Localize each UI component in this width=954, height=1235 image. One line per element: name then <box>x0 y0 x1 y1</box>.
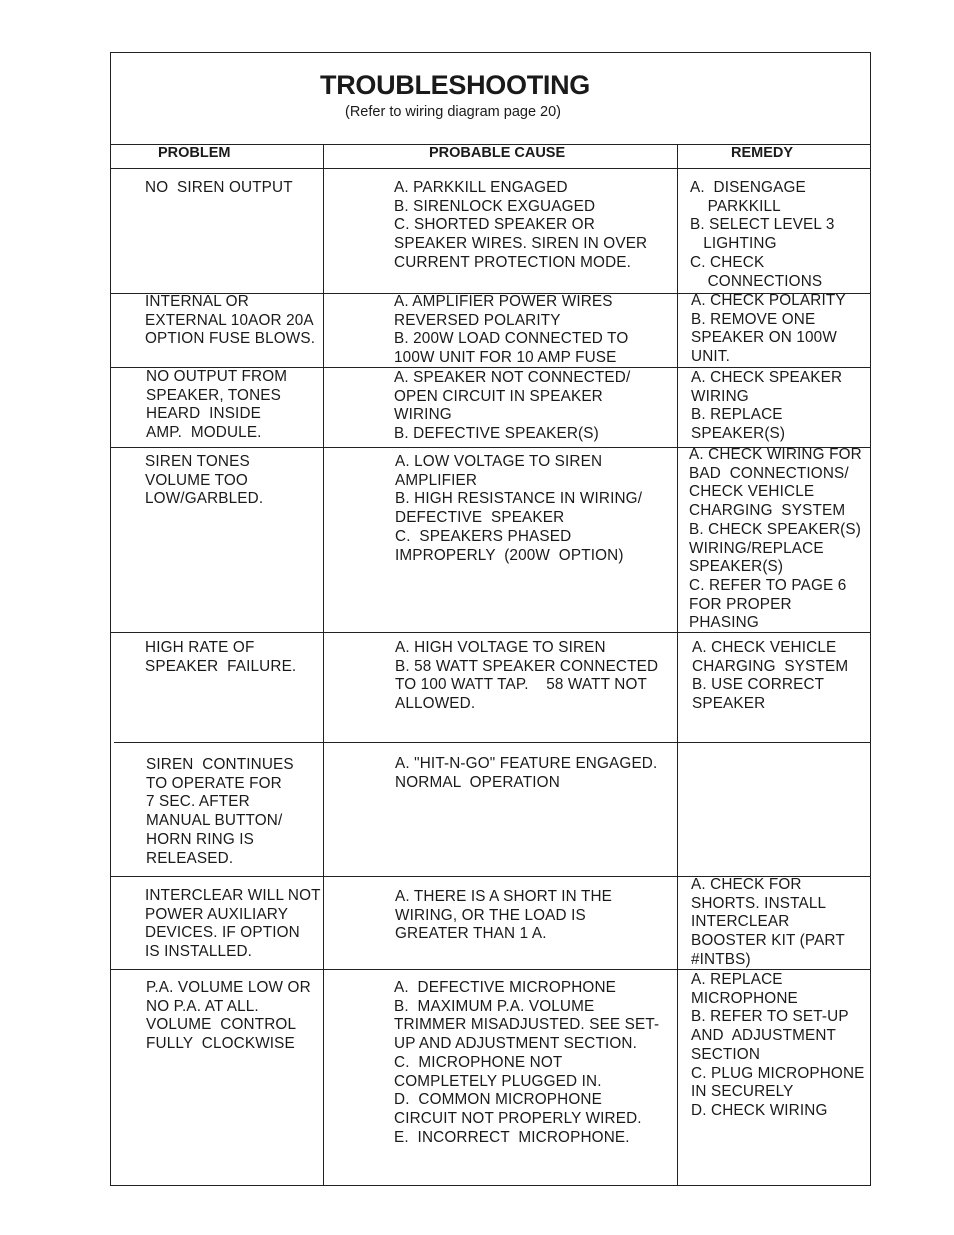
row-4-problem-line: SIREN TONES <box>145 453 250 470</box>
row-4-remedy-line: PHASING <box>689 614 759 632</box>
row-divider-5 <box>114 742 871 743</box>
row-4-cause-line: C. SPEAKERS PHASED <box>395 527 572 545</box>
row-8-cause-line: C. MICROPHONE NOT <box>394 1053 563 1071</box>
row-5-problem <box>145 639 296 676</box>
row-5-cause <box>395 639 658 714</box>
row-7-remedy <box>691 876 845 970</box>
row-2-problem-line: OPTION FUSE BLOWS. <box>145 330 316 348</box>
row-6-problem-line: 7 SEC. AFTER <box>146 793 250 811</box>
row-4-remedy-line: CHARGING SYSTEM <box>689 502 846 520</box>
row-8-cause-line: UP AND ADJUSTMENT SECTION. <box>394 1035 638 1053</box>
row-1-cause-line: A. PARKKILL ENGAGED <box>394 179 568 196</box>
row-2-remedy-line: A. CHECK POLARITY <box>691 292 846 309</box>
row-8-remedy-line: MICROPHONE <box>691 989 798 1007</box>
row-3-cause <box>394 369 630 444</box>
row-8-cause-line: TRIMMER MISADJUSTED. SEE SET- <box>394 1016 660 1034</box>
row-1-remedy <box>690 179 835 291</box>
row-5-cause-line: TO 100 WATT TAP. 58 WATT NOT <box>395 676 648 694</box>
row-8-remedy-line: B. REFER TO SET-UP <box>691 1008 849 1026</box>
row-4-cause-line: IMPROPERLY (200W OPTION) <box>395 546 624 564</box>
row-7-problem-line: DEVICES. IF OPTION <box>145 924 300 942</box>
row-3-cause-line: OPEN CIRCUIT IN SPEAKER <box>394 387 603 405</box>
row-2-cause-line: REVERSED POLARITY <box>394 311 561 329</box>
row-8-remedy-line: AND ADJUSTMENT <box>691 1027 837 1045</box>
row-3-remedy <box>691 369 842 444</box>
row-1-cause-line: C. SHORTED SPEAKER OR <box>394 216 595 234</box>
row-4-remedy-line: BAD CONNECTIONS/ <box>689 464 849 482</box>
header-problem: PROBLEM <box>158 145 231 161</box>
row-1-remedy-line: CONNECTIONS <box>690 272 823 290</box>
row-4-problem <box>145 453 263 509</box>
row-3-remedy-line: B. REPLACE <box>691 406 783 424</box>
row-8-cause-line: E. INCORRECT MICROPHONE. <box>394 1128 630 1146</box>
row-5-cause-line: A. HIGH VOLTAGE TO SIREN <box>395 639 606 656</box>
row-4-cause <box>395 453 642 565</box>
row-8-cause-line: A. DEFECTIVE MICROPHONE <box>394 979 617 996</box>
row-1-remedy-line: A. DISENGAGE <box>690 179 806 196</box>
row-1-remedy-line: LIGHTING <box>690 235 777 253</box>
row-6-cause <box>395 755 657 792</box>
row-1-remedy-line: PARKKILL <box>690 197 781 215</box>
row-2-remedy-line: B. REMOVE ONE <box>691 310 816 328</box>
header-probable-cause: PROBABLE CAUSE <box>429 145 566 161</box>
row-6-problem-line: SIREN CONTINUES <box>146 756 294 773</box>
row-8-remedy-line: SECTION <box>691 1045 761 1063</box>
row-7-remedy-line: A. CHECK FOR <box>691 876 802 893</box>
row-8-problem-line: FULLY CLOCKWISE <box>146 1035 295 1053</box>
row-7-problem-line: POWER AUXILIARY <box>145 905 289 923</box>
row-2-remedy <box>691 292 846 367</box>
row-4-problem-line: VOLUME TOO <box>145 471 248 489</box>
page-subtitle: (Refer to wiring diagram page 20) <box>345 104 561 120</box>
row-4-problem-line: LOW/GARBLED. <box>145 490 264 508</box>
row-2-problem-line: EXTERNAL 10AOR 20A <box>145 311 314 329</box>
row-2-cause-line: B. 200W LOAD CONNECTED TO <box>394 330 629 348</box>
row-3-problem-line: NO OUTPUT FROM <box>146 368 288 385</box>
row-7-problem <box>145 887 321 962</box>
row-8-remedy <box>691 971 865 1121</box>
row-7-remedy-line: SHORTS. INSTALL <box>691 894 827 912</box>
row-8-remedy-line: IN SECURELY <box>691 1083 794 1101</box>
row-1-remedy-line: B. SELECT LEVEL 3 <box>690 216 835 234</box>
row-4-remedy-line: SPEAKER(S) <box>689 558 784 576</box>
row-4-cause-line: B. HIGH RESISTANCE IN WIRING/ <box>395 490 643 508</box>
row-5-remedy-line: SPEAKER <box>692 695 766 713</box>
row-5-remedy-line: B. USE CORRECT <box>692 676 825 694</box>
row-4-remedy-line: CHECK VEHICLE <box>689 483 815 501</box>
row-5-cause-line: ALLOWED. <box>395 695 476 713</box>
row-1-problem-line: NO SIREN OUTPUT <box>145 179 293 196</box>
row-7-remedy-line: #INTBS) <box>691 950 751 968</box>
row-4-remedy <box>689 446 862 633</box>
row-8-remedy-line: C. PLUG MICROPHONE <box>691 1064 865 1082</box>
row-4-remedy-line: B. CHECK SPEAKER(S) <box>689 520 862 538</box>
row-7-cause-line: GREATER THAN 1 A. <box>395 925 547 943</box>
row-1-cause-line: SPEAKER WIRES. SIREN IN OVER <box>394 235 648 253</box>
row-8-problem-line: VOLUME CONTROL <box>146 1016 297 1034</box>
row-7-remedy-line: INTERCLEAR <box>691 913 790 931</box>
row-4-cause-line: DEFECTIVE SPEAKER <box>395 509 565 527</box>
row-8-cause-line: COMPLETELY PLUGGED IN. <box>394 1072 602 1090</box>
row-2-remedy-line: UNIT. <box>691 348 730 366</box>
row-5-remedy <box>692 639 848 714</box>
row-2-cause-line: 100W UNIT FOR 10 AMP FUSE <box>394 349 617 367</box>
row-5-cause-line: B. 58 WATT SPEAKER CONNECTED <box>395 657 659 675</box>
row-7-problem-line: INTERCLEAR WILL NOT <box>145 887 321 904</box>
row-8-remedy-line: D. CHECK WIRING <box>691 1101 828 1119</box>
row-6-problem-line: TO OPERATE FOR <box>146 774 282 792</box>
header-remedy: REMEDY <box>731 145 794 161</box>
row-3-problem <box>146 368 287 443</box>
row-7-problem-line: IS INSTALLED. <box>145 943 253 961</box>
row-5-problem-line: HIGH RATE OF <box>145 639 255 656</box>
row-7-cause-line: WIRING, OR THE LOAD IS <box>395 906 586 924</box>
row-3-cause-line: WIRING <box>394 406 452 424</box>
row-2-remedy-line: SPEAKER ON 100W <box>691 329 837 347</box>
row-5-remedy-line: CHARGING SYSTEM <box>692 657 849 675</box>
row-4-cause-line: A. LOW VOLTAGE TO SIREN <box>395 453 603 470</box>
row-4-cause-line: AMPLIFIER <box>395 471 478 489</box>
column-divider-2 <box>677 144 678 1186</box>
row-2-problem-line: INTERNAL OR <box>145 293 249 310</box>
row-8-problem <box>146 979 311 1054</box>
row-3-problem-line: HEARD INSIDE <box>146 405 261 423</box>
row-3-remedy-line: A. CHECK SPEAKER <box>691 369 843 386</box>
row-7-cause-line: A. THERE IS A SHORT IN THE <box>395 888 612 905</box>
row-4-remedy-line: A. CHECK WIRING FOR <box>689 446 862 463</box>
row-1-remedy-line: C. CHECK <box>690 253 765 271</box>
header-bottom-rule <box>110 168 871 169</box>
row-5-problem-line: SPEAKER FAILURE. <box>145 657 297 675</box>
row-8-cause-line: CIRCUIT NOT PROPERLY WIRED. <box>394 1109 642 1127</box>
row-6-problem-line: HORN RING IS <box>146 830 255 848</box>
column-divider-1 <box>323 144 324 1186</box>
row-3-remedy-line: SPEAKER(S) <box>691 425 786 443</box>
row-6-cause-line: A. "HIT-N-GO" FEATURE ENGAGED. <box>395 755 658 772</box>
row-1-cause-line: B. SIRENLOCK EXGUAGED <box>394 197 596 215</box>
row-8-problem-line: NO P.A. AT ALL. <box>146 997 259 1015</box>
row-8-cause-line: B. MAXIMUM P.A. VOLUME <box>394 997 595 1015</box>
row-4-remedy-line: C. REFER TO PAGE 6 <box>689 576 847 594</box>
row-5-remedy-line: A. CHECK VEHICLE <box>692 639 837 656</box>
row-6-problem-line: RELEASED. <box>146 849 234 867</box>
page-title: TROUBLESHOOTING <box>320 70 590 100</box>
row-2-cause <box>394 293 628 368</box>
row-7-cause <box>395 888 612 944</box>
row-6-problem <box>146 756 294 868</box>
row-8-cause <box>394 979 659 1147</box>
row-8-cause-line: D. COMMON MICROPHONE <box>394 1091 602 1109</box>
row-1-cause <box>394 179 647 273</box>
row-8-remedy-line: A. REPLACE <box>691 971 783 988</box>
row-1-cause-line: CURRENT PROTECTION MODE. <box>394 253 632 271</box>
row-2-problem <box>145 293 315 349</box>
row-2-cause-line: A. AMPLIFIER POWER WIRES <box>394 293 613 310</box>
row-1-problem <box>145 179 293 198</box>
row-6-problem-line: MANUAL BUTTON/ <box>146 812 283 830</box>
row-3-cause-line: B. DEFECTIVE SPEAKER(S) <box>394 425 599 443</box>
row-3-problem-line: AMP. MODULE. <box>146 424 262 442</box>
row-3-remedy-line: WIRING <box>691 387 749 405</box>
row-4-remedy-line: WIRING/REPLACE <box>689 539 824 557</box>
row-8-problem-line: P.A. VOLUME LOW OR <box>146 979 311 996</box>
row-4-remedy-line: FOR PROPER <box>689 595 792 613</box>
row-3-problem-line: SPEAKER, TONES <box>146 386 282 404</box>
row-6-cause-line: NORMAL OPERATION <box>395 773 560 791</box>
row-3-cause-line: A. SPEAKER NOT CONNECTED/ <box>394 369 631 386</box>
row-7-remedy-line: BOOSTER KIT (PART <box>691 932 845 950</box>
